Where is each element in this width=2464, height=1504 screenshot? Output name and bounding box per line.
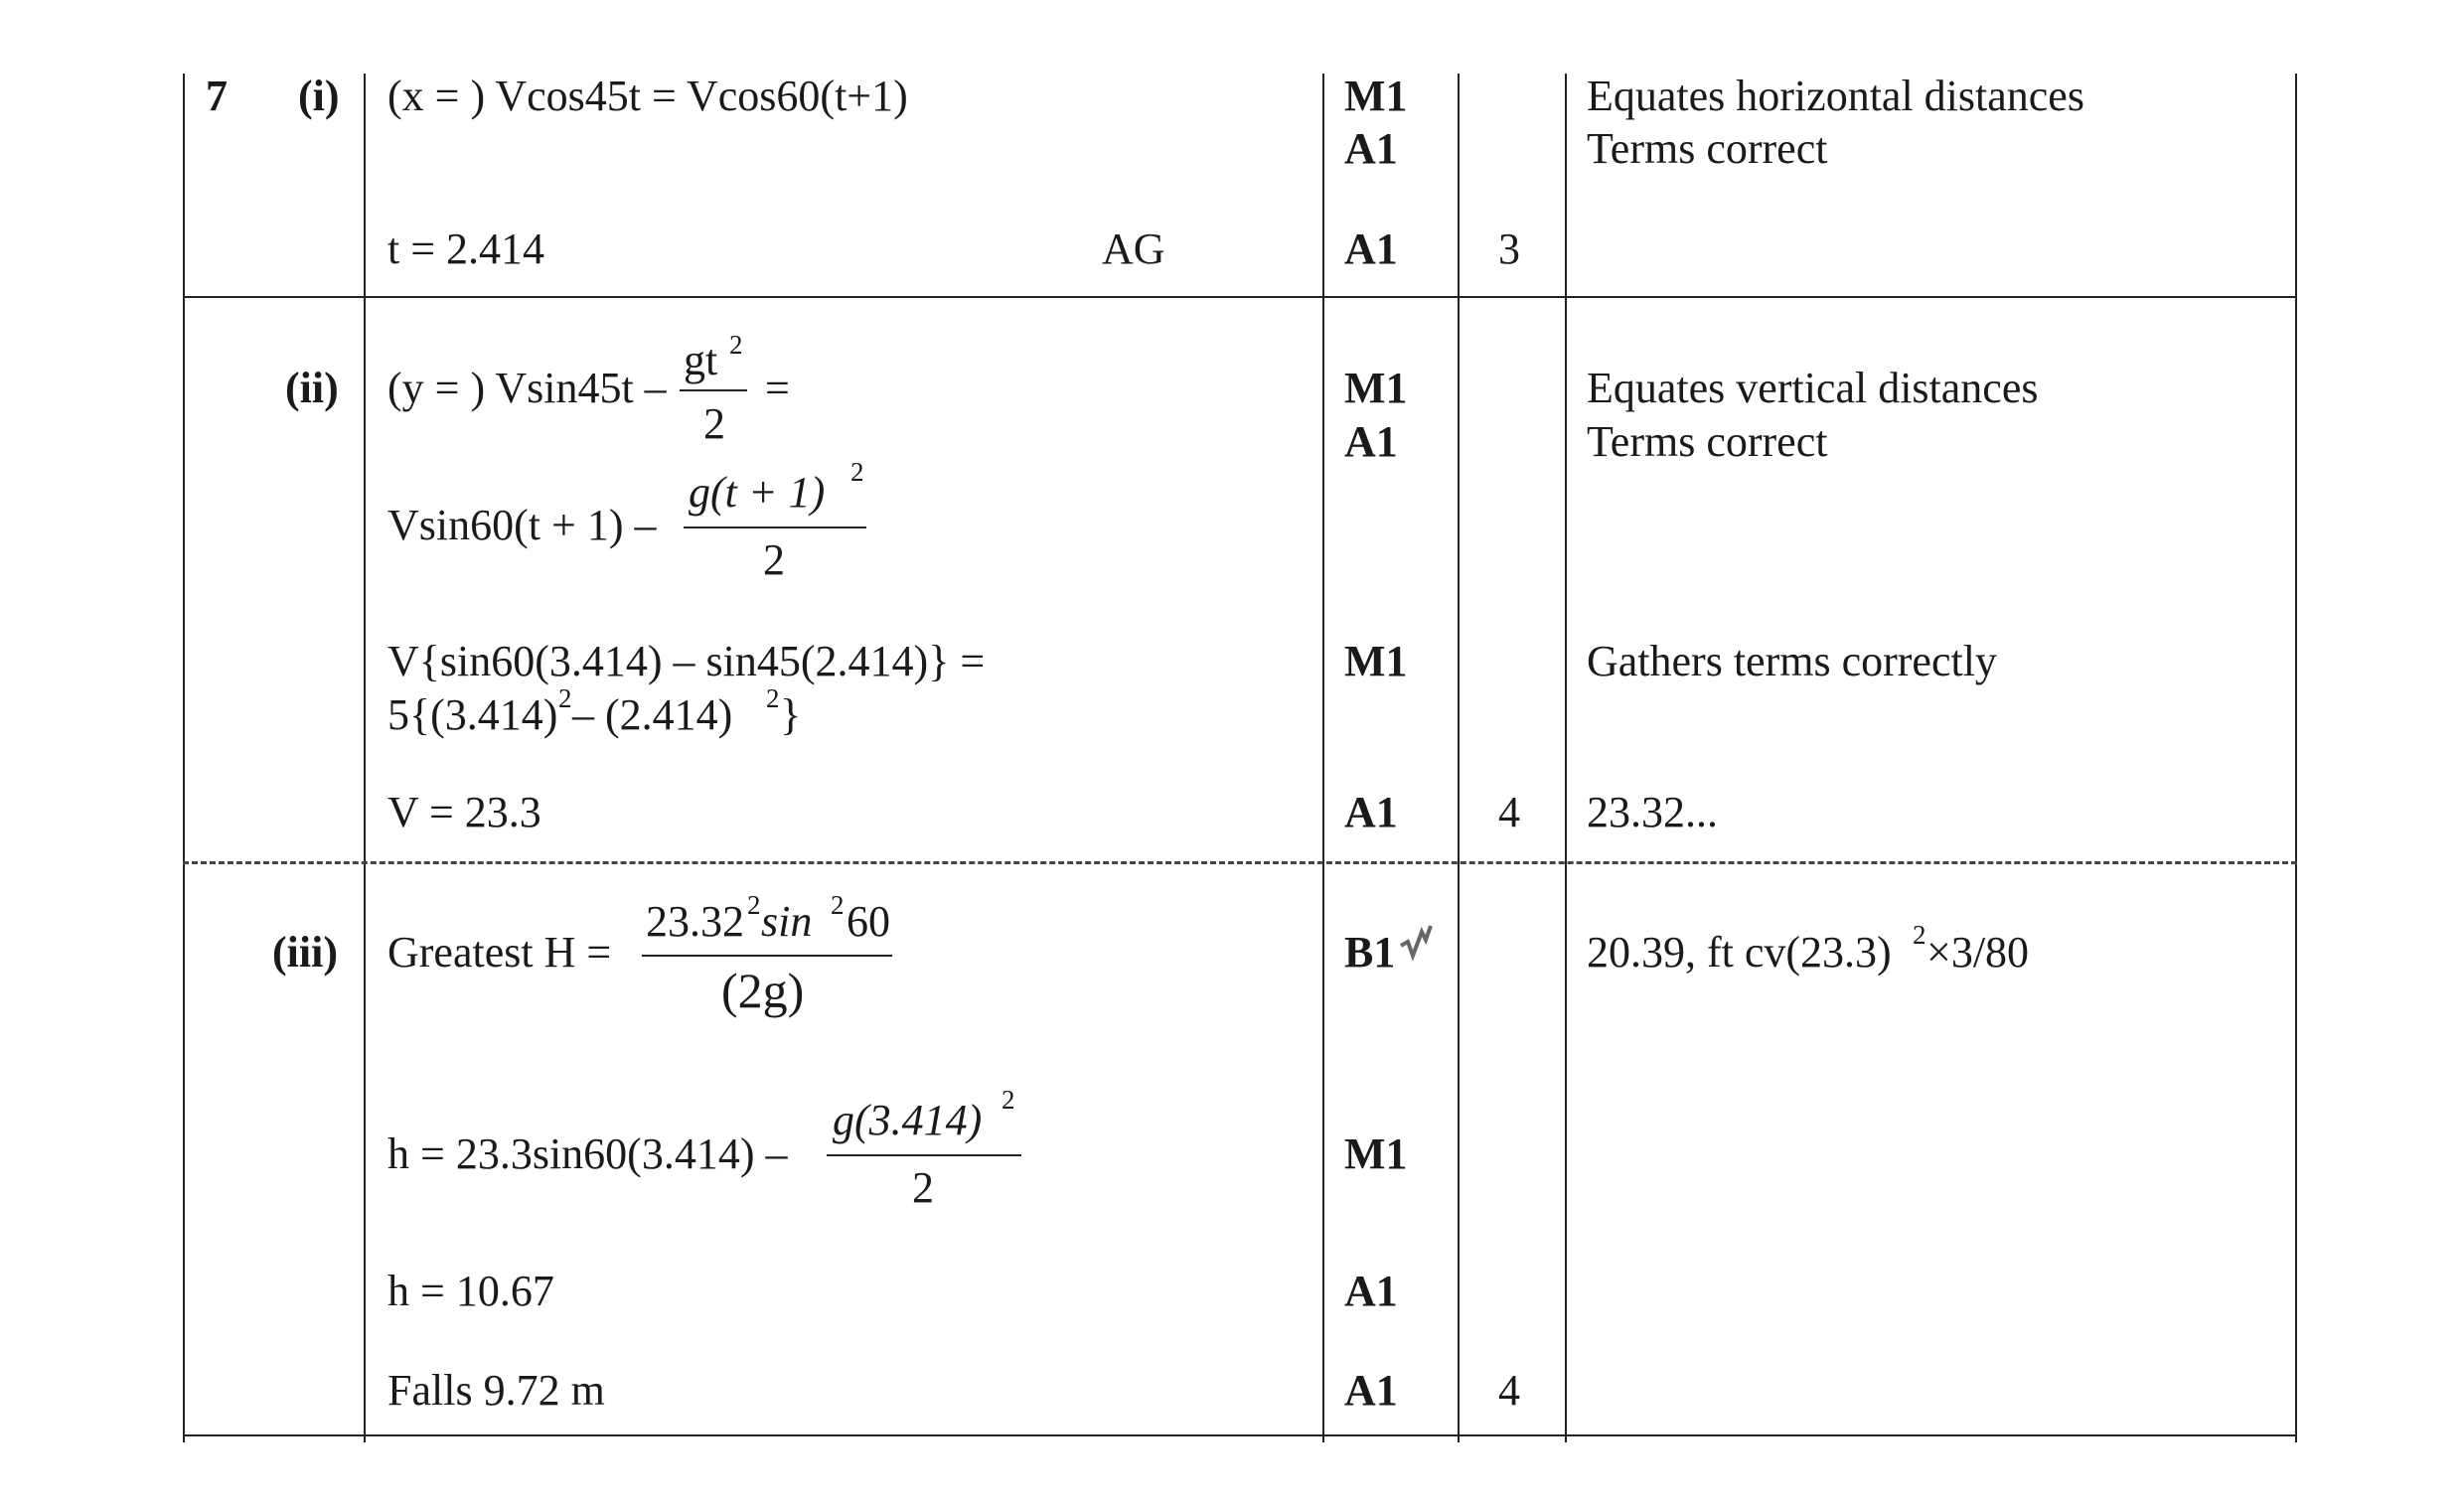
question-number: 7 — [206, 72, 228, 120]
fraction-bar — [642, 955, 892, 957]
equation-gathered-line2-a: 5{(3.414) — [387, 690, 558, 739]
total-marks-i: 3 — [1498, 225, 1520, 273]
table-divider-total — [1565, 74, 1567, 1442]
row-divider-ii-iii — [183, 861, 2297, 864]
equation-vertical-rhs: Vsin60(t + 1) – — [387, 501, 657, 549]
mark-iii-m1: M1 — [1344, 1129, 1408, 1178]
fraction-h-numerator-b: sin — [761, 897, 813, 946]
fraction-gt2-numerator: gt — [684, 336, 718, 384]
table-divider-label — [364, 74, 366, 1442]
fraction-bar — [680, 389, 747, 391]
exponent: 2 — [747, 890, 761, 920]
comment-i-1: Equates horizontal distances — [1587, 72, 2084, 120]
mark-iii-a1-final: A1 — [1344, 1366, 1398, 1415]
part-label-ii: (ii) — [285, 364, 339, 412]
mark-ii-a1-final: A1 — [1344, 788, 1398, 836]
exponent: 2 — [558, 683, 572, 713]
row-divider-i-ii — [183, 296, 2297, 298]
equation-t-value: t = 2.414 — [387, 225, 545, 273]
exponent: 2 — [1913, 920, 1926, 950]
equation-greatest-h: Greatest H = — [387, 928, 612, 977]
mark-iii-a1: A1 — [1344, 1267, 1398, 1315]
part-label-iii: (iii) — [272, 928, 338, 977]
total-marks-iii: 4 — [1498, 1366, 1520, 1415]
fraction-gt2-denominator: 2 — [703, 399, 725, 448]
exponent: 2 — [1001, 1085, 1015, 1115]
part-label-i: (i) — [298, 72, 340, 120]
table-border-right — [2295, 74, 2297, 1442]
mark-ii-a1: A1 — [1344, 417, 1398, 466]
mark-i-a1-final: A1 — [1344, 225, 1398, 273]
mark-iii-b1: B1 — [1344, 928, 1396, 977]
comment-i-2: Terms correct — [1587, 124, 1828, 173]
comment-ii-3: Gathers terms correctly — [1587, 637, 1997, 685]
fraction-g3414-numerator: g(3.414) — [833, 1096, 983, 1144]
comment-ii-1: Equates vertical distances — [1587, 364, 2039, 412]
comment-ii-4: 23.32... — [1587, 788, 1718, 836]
equation-falls: Falls 9.72 m — [387, 1366, 605, 1415]
equation-h-lhs: h = 23.3sin60(3.414) – — [387, 1129, 788, 1178]
equation-vertical-lhs: (y = ) Vsin45t – — [387, 364, 667, 412]
table-divider-answer — [1322, 74, 1324, 1442]
fraction-bar — [827, 1154, 1021, 1156]
fraction-bar — [684, 526, 866, 528]
check-tick-icon — [1398, 922, 1438, 964]
fraction-h-numerator-a: 23.32 — [646, 897, 744, 946]
answer-given-note: AG — [1102, 225, 1165, 273]
equals-sign: = — [765, 364, 790, 412]
equation-v-value: V = 23.3 — [387, 788, 541, 836]
fraction-g3414-denominator: 2 — [912, 1163, 934, 1212]
table-border-left — [183, 74, 185, 1442]
equation-horizontal-distance: (x = ) Vcos45t = Vcos60(t+1) — [387, 72, 908, 120]
fraction-g-t1-denominator: 2 — [763, 535, 785, 584]
mark-ii-m1-gather: M1 — [1344, 637, 1408, 685]
table-divider-mark — [1458, 74, 1460, 1442]
fraction-g-t1-numerator: g(t + 1) — [689, 468, 826, 517]
equation-gathered-line1: V{sin60(3.414) – sin45(2.414)} = — [387, 637, 986, 685]
mark-i-m1: M1 — [1344, 72, 1408, 120]
equation-gathered-line2-b: – (2.414) — [572, 690, 733, 739]
exponent: 2 — [831, 890, 845, 920]
mark-ii-m1: M1 — [1344, 364, 1408, 412]
fraction-h-numerator-c: 60 — [847, 897, 890, 946]
equation-gathered-line2-c: } — [780, 690, 802, 739]
comment-iii-1-b: ×3/80 — [1926, 928, 2030, 977]
comment-ii-2: Terms correct — [1587, 417, 1828, 466]
comment-iii-1-a: 20.39, ft cv(23.3) — [1587, 928, 1892, 977]
total-marks-ii: 4 — [1498, 788, 1520, 836]
fraction-h-denominator: (2g) — [721, 963, 805, 1018]
fraction-gt2-exponent: 2 — [729, 330, 743, 360]
exponent: 2 — [766, 683, 780, 713]
fraction-g-t1-exponent: 2 — [850, 457, 864, 487]
mark-i-a1: A1 — [1344, 124, 1398, 173]
table-border-bottom — [183, 1434, 2297, 1436]
equation-h-value: h = 10.67 — [387, 1267, 554, 1315]
